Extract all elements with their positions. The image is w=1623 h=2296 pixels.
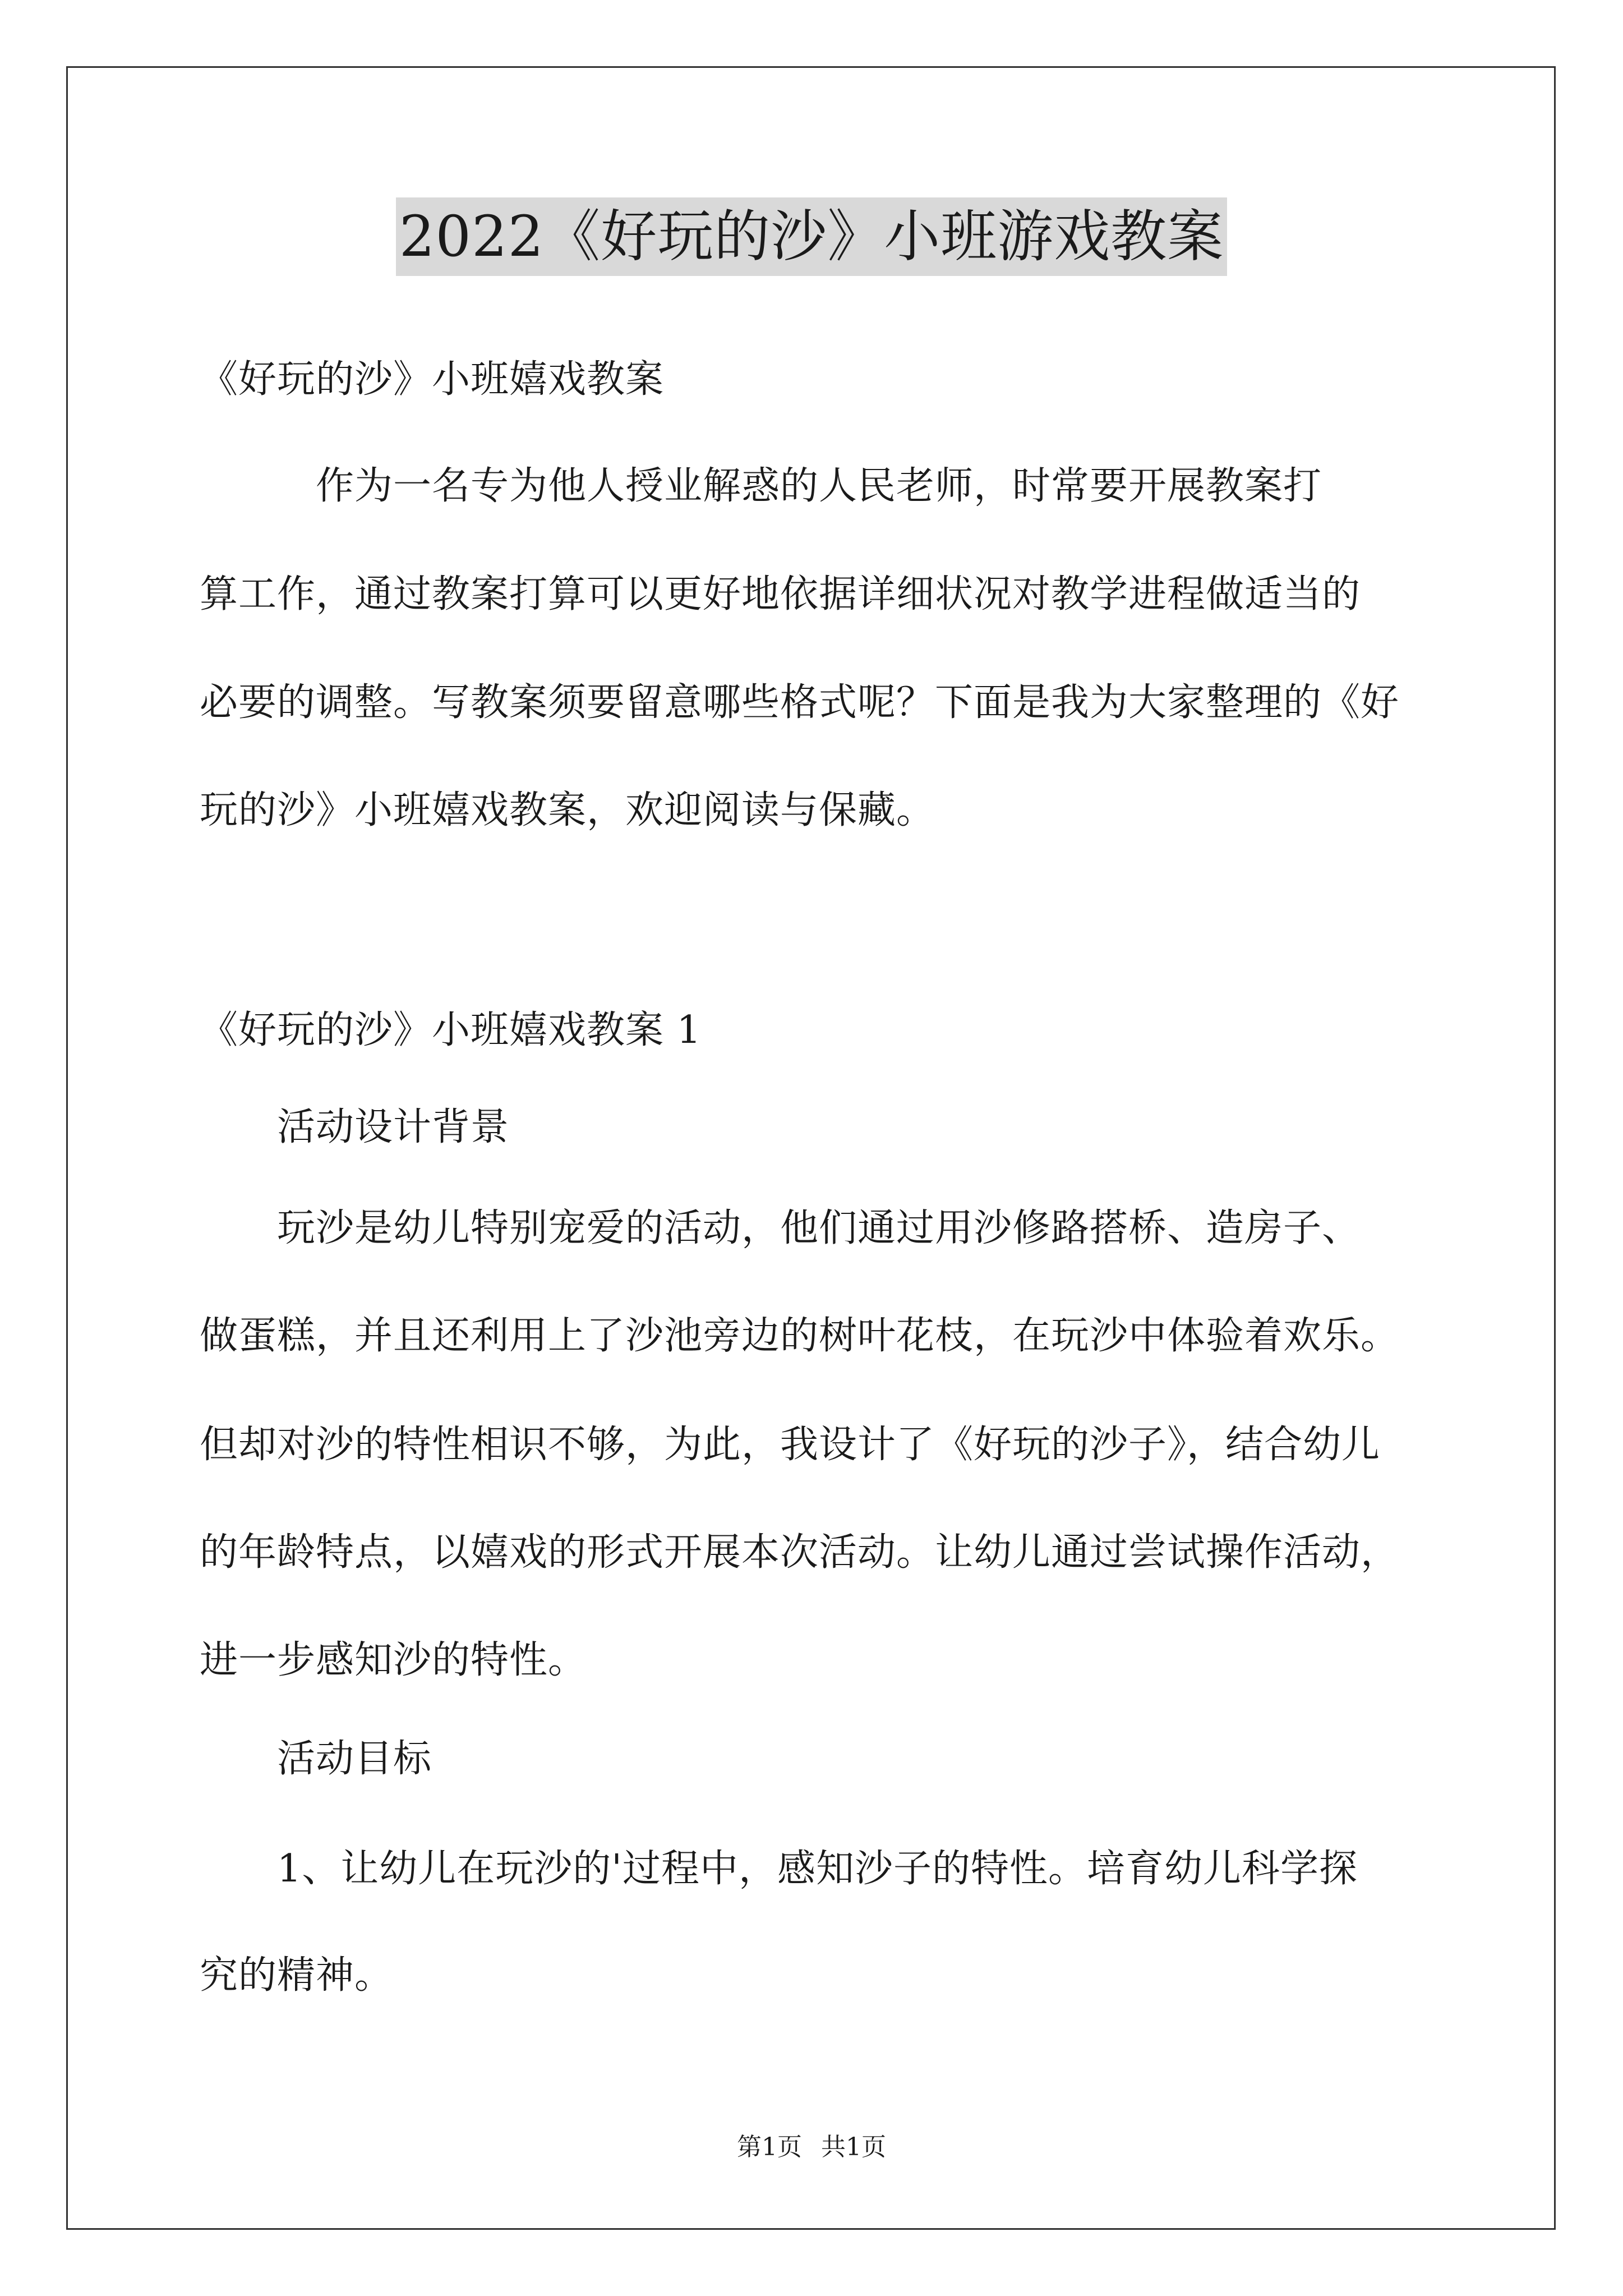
section-heading: 《好玩的沙》小班嬉戏教案 <box>200 357 665 402</box>
paragraph-line: 玩沙是幼儿特别宠爱的活动，他们通过用沙修路搭桥、造房子、 <box>200 1206 1361 1250</box>
document-title: 2022《好玩的沙》小班游戏教案 <box>396 197 1228 276</box>
page-total: 共1页 <box>821 2133 886 2161</box>
subheading: 活动设计背景 <box>200 1105 510 1149</box>
paragraph-line: 必要的调整。写教案须要留意哪些格式呢？下面是我为大家整理的《好 <box>200 680 1400 725</box>
paragraph-line: 究的精神。 <box>200 1953 394 1998</box>
page-number: 第1页 <box>737 2133 802 2161</box>
page-footer <box>0 2131 1623 2164</box>
paragraph-line: 但却对沙的特性相识不够，为此，我设计了《好玩的沙子》，结合幼儿 <box>200 1423 1381 1467</box>
paragraph-line: 作为一名专为他人授业解惑的人民老师，时常要开展教案打 <box>200 464 1322 508</box>
paragraph-line: 算工作，通过教案打算可以更好地依据详细状况对教学进程做适当的 <box>200 572 1361 616</box>
subheading: 活动目标 <box>200 1737 432 1781</box>
paragraph-line: 做蛋糕，并且还利用上了沙池旁边的树叶花枝，在玩沙中体验着欢乐。 <box>200 1314 1400 1358</box>
paragraph-line: 的年龄特点，以嬉戏的形式开展本次活动。让幼儿通过尝试操作活动， <box>200 1530 1400 1575</box>
paragraph-line: 玩的沙》小班嬉戏教案，欢迎阅读与保藏。 <box>200 788 935 832</box>
paragraph-line: 进一步感知沙的特性。 <box>200 1638 587 1682</box>
paragraph-line: 1、让幼儿在玩沙的'过程中，感知沙子的特性。培育幼儿科学探 <box>200 1847 1358 1891</box>
section-heading: 《好玩的沙》小班嬉戏教案 1 <box>200 1008 702 1052</box>
title-wrap <box>0 197 1623 276</box>
